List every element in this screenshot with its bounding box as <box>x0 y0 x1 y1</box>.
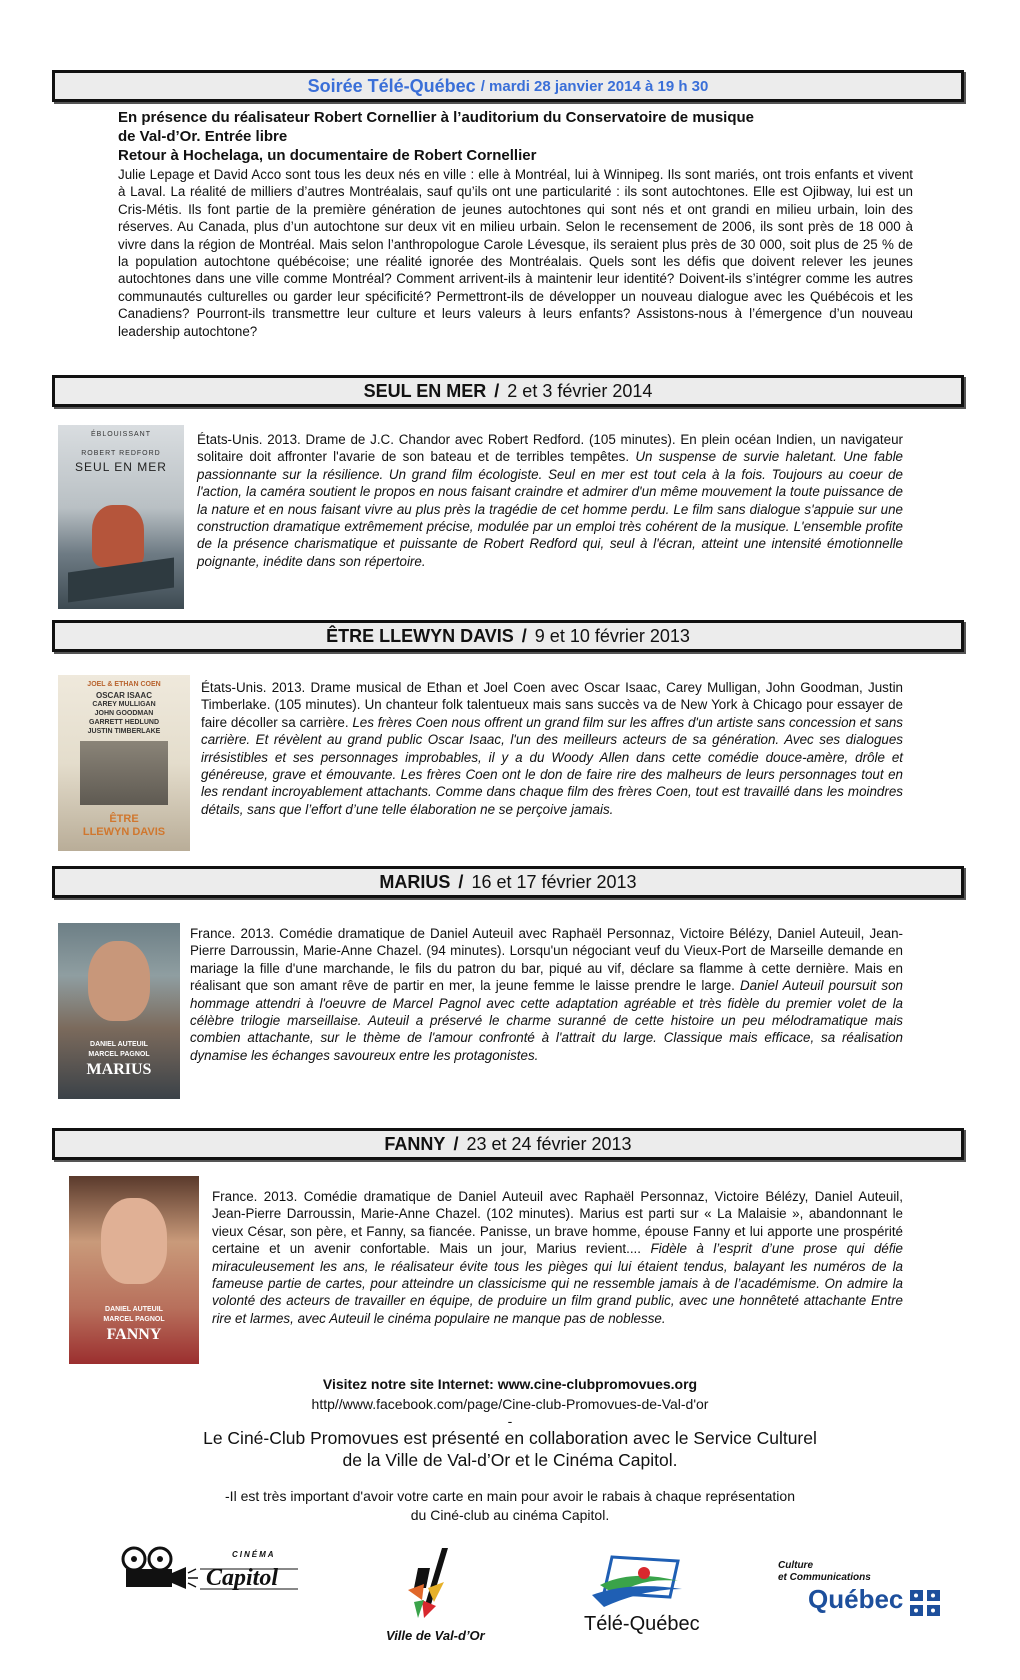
tele-quebec-description: Julie Lepage et David Acco sont tous les deux nés en ville : elle à Montréal, lui à Winnipeg. Ils sont mariés, ont trois enfants et vivent à Laval. La réalité de milliers d’autres Montréalais, sauf qu’ils ont une particularité : ils sont autochtones. Elle est Ojibway, lui est un Cris-Métis. Ils font partie de la première génération de jeunes autochtones qui sont nés et ont grandi en milieu urbain, loin des réserves. Au Canada, plus d’un autochtone sur deux vit en milieu urbain. Selon le recensement de 2006, ils sont près de 18 000 à vivre dans la région de Montréal. Mais selon l’anthropologue Carole Lévesque, ils seraient plus près de 30 000, soit plus de 25 % de la population autochtone québécoise; une réalité ignorée des Montréalais. Quels sont les défis que doivent relever les jeunes autochtones dans une ville comme Montréal? Comment arrivent-ils à maintenir leur identité? Doivent-ils s’intégrer comme les autres communautés culturelles ou garder leur spécificité? Permettront-ils de développer un nouveau dialogue avec les Québécois et les Canadiens? Pourront-ils transmettre leur culture et leurs valeurs à leurs enfants? Assistons-nous à l’émergence d’un nouveau leadership autochtone? <box>118 167 913 339</box>
film-synopsis: États-Unis. 2013. Drame musical de Ethan et Joel Coen avec Oscar Isaac, Carey Mulligan, John Goodman, Justin Timberlake. (105 minutes). Un chanteur folk talentueux mais sans succès va de New York à Chicago pour essayer de faire décoller sa carrière. <box>201 680 903 730</box>
film-review: Un suspense de survie haletant. Une fable passionnante sur la résilience. Un grand film écologiste. Seul en mer est tout cela à la fois. Toujours au coeur de l'action, la caméra soutient le propos en nous faisant craindre et admirer d'un même mouvement la toute puissance de la nature et en nous faisant vivre au plus près la tragédie de cet homme perdu. Le film sans dialogue s'appuie sur une construction dramatique extrêmement précise, modulée par un emploi très cohérent de la musique. L'ensemble profite de la présence charismatique et puissante de Robert Redford qui, seul à l'écran, atteint une intensité émotionnelle poignante, inédite dans son répertoire. <box>197 449 903 569</box>
film-header-marius <box>52 866 964 898</box>
poster-face <box>88 941 150 1021</box>
facebook-link[interactable]: http//www.facebook.com/page/Cine-club-Promovues-de-Val-d'or <box>311 1396 709 1412</box>
poster-street-scene <box>80 741 168 805</box>
poster-actor-2: CAREY MULLIGAN <box>92 701 156 708</box>
poster-figure <box>92 505 144 567</box>
film-synopsis: États-Unis. 2013. Drame de J.C. Chandor avec Robert Redford. (105 minutes). En plein océan Indien, un navigateur solitaire doit affronter l'avarie de son bateau et de terribles tempêtes. <box>197 432 903 465</box>
poster-face <box>101 1198 167 1284</box>
tele-quebec-title: Soirée Télé-Québec <box>307 75 476 96</box>
poster-title-line2: LLEWYN DAVIS <box>82 826 166 838</box>
tele-quebec-line2 <box>118 128 918 146</box>
film-dates: 16 et 17 février 2013 <box>471 871 637 892</box>
film-review: Daniel Auteuil poursuit son hommage attendri à l'oeuvre de Marcel Pagnol avec cette adaptation agréable et très fidèle du premier volet de la célèbre trilogie marseillaise. Auteuil a préservé le charme suranné de cette histoire un peu mélodramatique mais combien attachante, sur le thème de l'amour confronté à l'attrait du large. Classique mais efficace, sa réalisation dynamise les échanges savoureux entre les protagonistes. <box>190 978 903 1063</box>
tele-quebec-line3: Retour à Hochelaga, un documentaire de Robert Cornellier <box>118 147 537 164</box>
poster-title-line1: ÊTRE <box>109 813 139 825</box>
website-link[interactable]: Visitez notre site Internet: www.cine-clubpromovues.org <box>322 1376 698 1392</box>
poster-title: MARIUS <box>86 1061 152 1078</box>
film-title: FANNY <box>384 1133 446 1154</box>
tele-quebec-header <box>52 70 964 102</box>
fleurdelise-flag-icon <box>910 1590 940 1616</box>
capitol-label: Capitol <box>206 1565 279 1591</box>
film-dates: 9 et 10 février 2013 <box>534 625 690 646</box>
tele-quebec-line1: En présence du réalisateur Robert Cornellier à l’auditorium du Conservatoire de musique <box>118 109 754 126</box>
poster-author: MARCEL PAGNOL <box>103 1316 165 1323</box>
film-title: SEUL EN MER <box>363 380 487 401</box>
capitol-small-label: CINÉMA <box>232 1550 276 1559</box>
poster-actor-5: JUSTIN TIMBERLAKE <box>87 728 161 735</box>
telequebec-label: Télé-Québec <box>584 1613 700 1635</box>
title-separator: / <box>453 1133 459 1154</box>
film-review: Fidèle à l’esprit d’une prose qui défie miraculeusement les ans, le réalisateur évite tous les pièges qui lui étaient tendus, balayant les numéros de la fameuse partie de cartes, pour atteindre un classicisme qui ne ressemble jamais à de l’académisme. On admire la volonté des acteurs de travailler en équipe, de produire un film grand public, avec une honnêteté attachante Entre rire et larmes, avec Auteuil le cinéma populaire ne manque pas de noblesse. <box>212 1241 903 1326</box>
quebec-communications-label: et Communications <box>778 1572 871 1583</box>
film-dates: 2 et 3 février 2014 <box>507 380 653 401</box>
film-synopsis: France. 2013. Comédie dramatique de Daniel Auteuil avec Raphaël Personnaz, Victoire Bélézy, Daniel Auteuil, Jean-Pierre Darroussin, Marie-Anne Chazel. (102 minutes). Marius est parti sur « La Malaisie », abandonnant le vieux César, son père, et Fanny, sa fiancée. Panisse, un brave homme, épouse Fanny et lui apporte une prospérité certaine et un avenir confortable. Mais un jour, Marius revient.... <box>212 1189 903 1257</box>
film-header-etre-llewyn-davis <box>52 620 964 652</box>
quebec-label: Québec <box>808 1584 904 1614</box>
poster-etre-llewyn-davis <box>58 675 190 851</box>
title-separator: / <box>521 625 527 646</box>
poster-fanny <box>69 1176 199 1364</box>
poster-boat <box>68 558 174 603</box>
note-line-2: du Ciné-club au cinéma Capitol. <box>410 1507 610 1523</box>
poster-actor-1: OSCAR ISAAC <box>95 691 152 700</box>
telequebec-logo[interactable] <box>582 1555 712 1641</box>
quebec-gov-logo[interactable] <box>778 1560 938 1624</box>
footer-dash: - <box>507 1413 513 1429</box>
telequebec-emblem-icon <box>582 1555 712 1611</box>
tele-quebec-line2-b: . Entrée libre <box>196 128 288 145</box>
film-title: ÊTRE LLEWYN DAVIS <box>326 625 514 646</box>
valdor-label: Ville de Val-d’Or <box>386 1628 485 1643</box>
title-separator: / <box>494 380 500 401</box>
collab-line-1: Le Ciné-Club Promovues est présenté en collaboration avec le Service Culturel <box>203 1428 817 1448</box>
poster-seul-en-mer <box>58 425 184 609</box>
tele-quebec-line2-a: de Val-d’Or <box>118 128 197 145</box>
poster-title: SEUL EN MER <box>75 460 167 474</box>
film-synopsis: France. 2013. Comédie dramatique de Daniel Auteuil avec Raphaël Personnaz, Victoire Bélézy, Daniel Auteuil, Jean-Pierre Darroussin, Marie-Anne Chazel. (94 minutes). Lorsqu'un négociant veuf du Vieux-Port de Marseille demande en mariage la fille d'une marchande, le fils du patron du bar, piqué au vif, déclare sa flamme à cette dernière. Mais en réalisant que son amant rêve de partir en mer, la jeune femme le laisse prendre le large. <box>190 926 903 994</box>
film-description-fanny <box>212 1188 903 1327</box>
valdor-logo[interactable] <box>378 1548 498 1648</box>
title-separator: / <box>458 871 464 892</box>
capitol-logo[interactable] <box>120 1545 300 1595</box>
poster-title: FANNY <box>106 1326 162 1343</box>
film-header-fanny <box>52 1128 964 1160</box>
film-review: Les frères Coen nous offrent un grand film sur les affres d'un artiste sans concession et sans carrière. Et révèlent au grand public Oscar Isaac, l'un des meilleurs acteurs de sa génération. Avec ses dialogues irrésistibles et ses personnages improbables, il y a du Woody Allen dans cette comédie douce-amère, drôle et généreuse, grave et émouvante. Les frères Coen ont le don de faire rire des malheurs de leurs personnages tout en les rendant incroyablement attachants. Comme dans chaque film des frères Coen, tout est travaillé dans les moindres détails, sans que l’effort d’une telle élaboration ne se perçoive jamais. <box>201 714 904 817</box>
poster-actor-3: JOHN GOODMAN <box>94 710 154 717</box>
poster-director: DANIEL AUTEUIL <box>90 1041 148 1048</box>
poster-actor: ROBERT REDFORD <box>81 450 161 457</box>
poster-director: DANIEL AUTEUIL <box>105 1306 163 1313</box>
poster-marius <box>58 923 180 1099</box>
poster-tagline: ÉBLOUISSANT <box>90 431 151 438</box>
film-header-seul-en-mer <box>52 375 964 407</box>
tele-quebec-date: / mardi 28 janvier 2014 à 19 h 30 <box>480 77 709 95</box>
film-description-seul-en-mer <box>197 431 903 570</box>
quebec-culture-label: Culture <box>778 1560 813 1571</box>
poster-directors: JOEL & ETHAN COEN <box>87 681 161 688</box>
film-description-etre-llewyn-davis <box>201 679 903 818</box>
collab-line-2: de la Ville de Val-d’Or et le Cinéma Capitol. <box>342 1450 678 1470</box>
valdor-emblem-icon <box>378 1548 498 1624</box>
note-line-1: -Il est très important d'avoir votre carte en main pour avoir le rabais à chaque représentation <box>225 1488 795 1504</box>
poster-actor-4: GARRETT HEDLUND <box>89 719 159 726</box>
film-dates: 23 et 24 février 2013 <box>466 1133 632 1154</box>
poster-author: MARCEL PAGNOL <box>88 1051 150 1058</box>
film-title: MARIUS <box>379 871 451 892</box>
film-description-marius <box>190 925 903 1064</box>
